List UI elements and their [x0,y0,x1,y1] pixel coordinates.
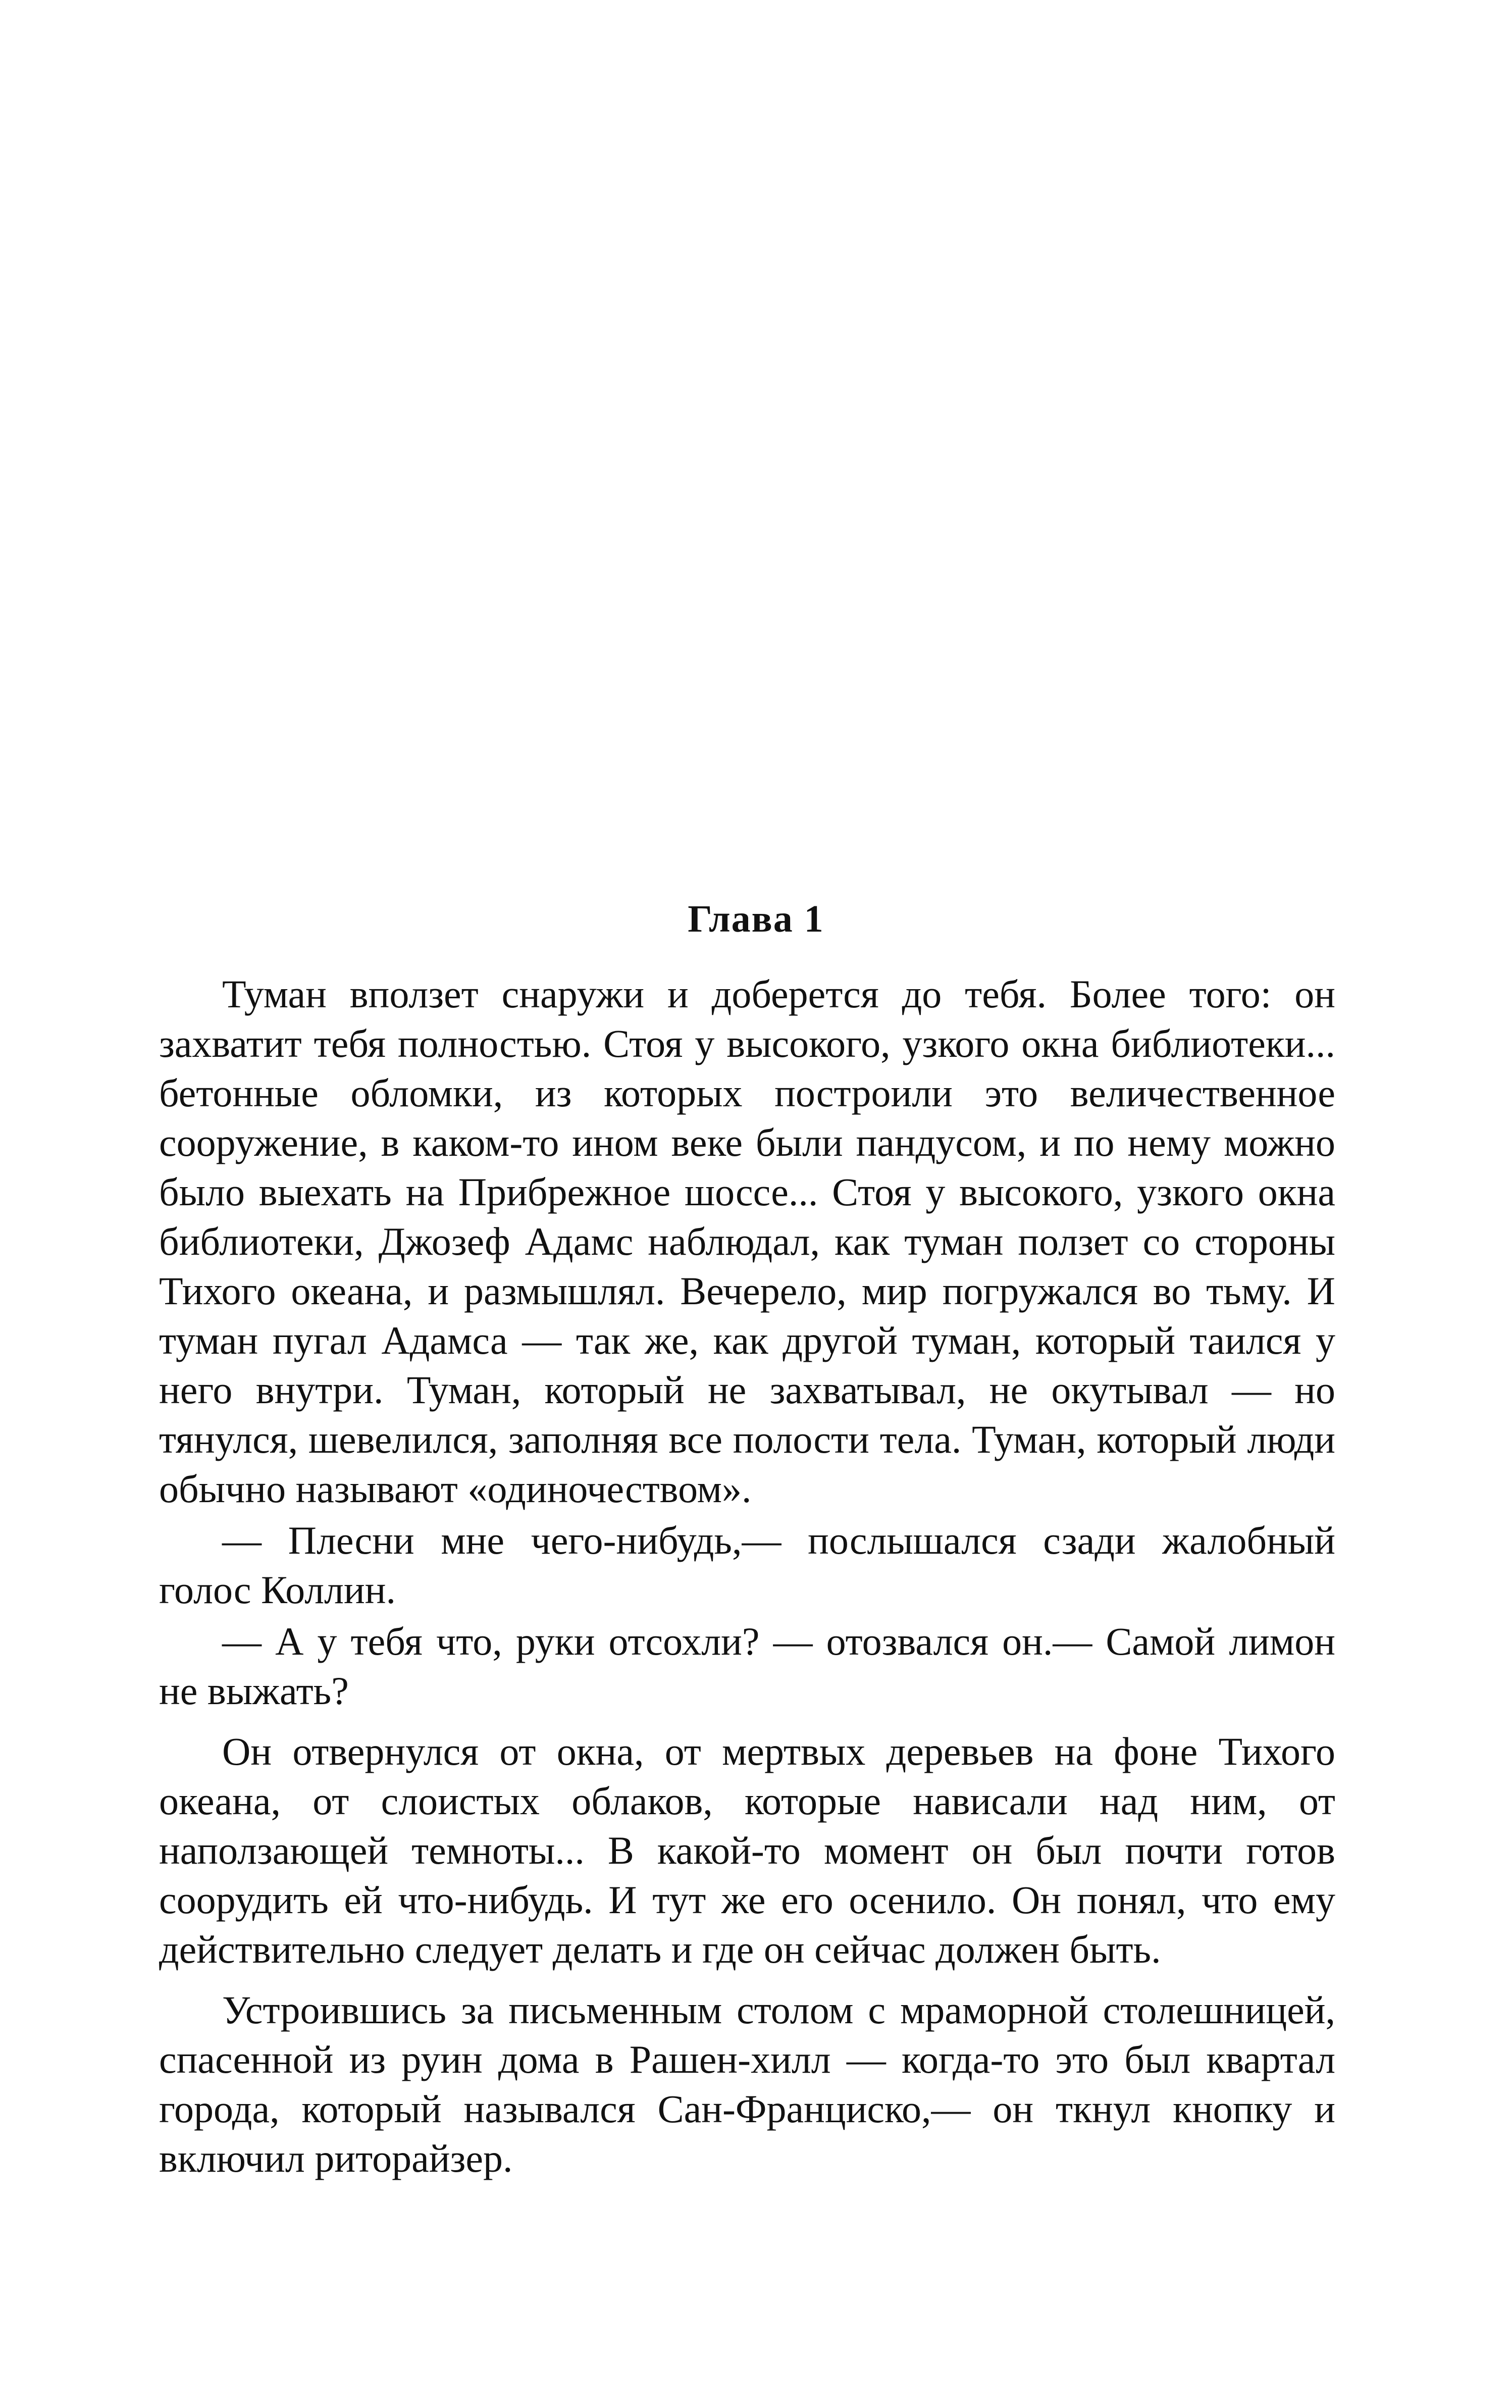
paragraph-turned-from-window: Он отвернулся от окна, от мертвых деревьев на фоне Тихого океана, от слоистых облаков, которые нависали над ним, от наползающей темноты... В какой-то момент он был почти готов соорудить ей что-нибудь. И тут же его осенило. Он понял, что ему действительно следует делать и где он сейчас должен быть. [159,1729,1335,1971]
paragraph-fog-intro: Туман вползет снаружи и доберется до тебя. Более того: он захватит тебя полностью. Стоя у высокого, узкого окна библиотеки... бетонные обломки, из которых построили это величественное сооружение, в каком-то ином веке были пандусом, и по нему можно было выехать на Прибрежное шоссе... Стоя у высокого, узкого окна библиотеки, Джозеф Адамс наблюдал, как туман ползет со стороны Тихого океана, и размышлял. Вечерело, мир погружался во тьму. И туман пугал Адамса — так же, как другой туман, который таился у него внутри. Туман, который не захватывал, не окутывал — но тянулся, шевелился, заполняя все полости тела. Туман, который люди обычно называют «одиночеством». [159,972,1335,1511]
paragraph-collin-request: — Плесни мне чего-нибудь,— послышался сзади жалобный голос Коллин. [159,1518,1335,1612]
paragraph-rhetorizer: Устроившись за письменным столом с мраморной столешницей, спасенной из руин дома в Рашен-хилл — когда-то это был квартал города, который назывался Сан-Франциско,— он ткнул кнопку и включил риторайзер. [159,1988,1335,2180]
chapter-body [159,969,1335,2185]
paragraph-adams-reply: — А у тебя что, руки отсохли? — отозвался он.— Самой лимон не выжать? [159,1619,1335,1713]
chapter-title: Глава 1 [688,898,824,940]
